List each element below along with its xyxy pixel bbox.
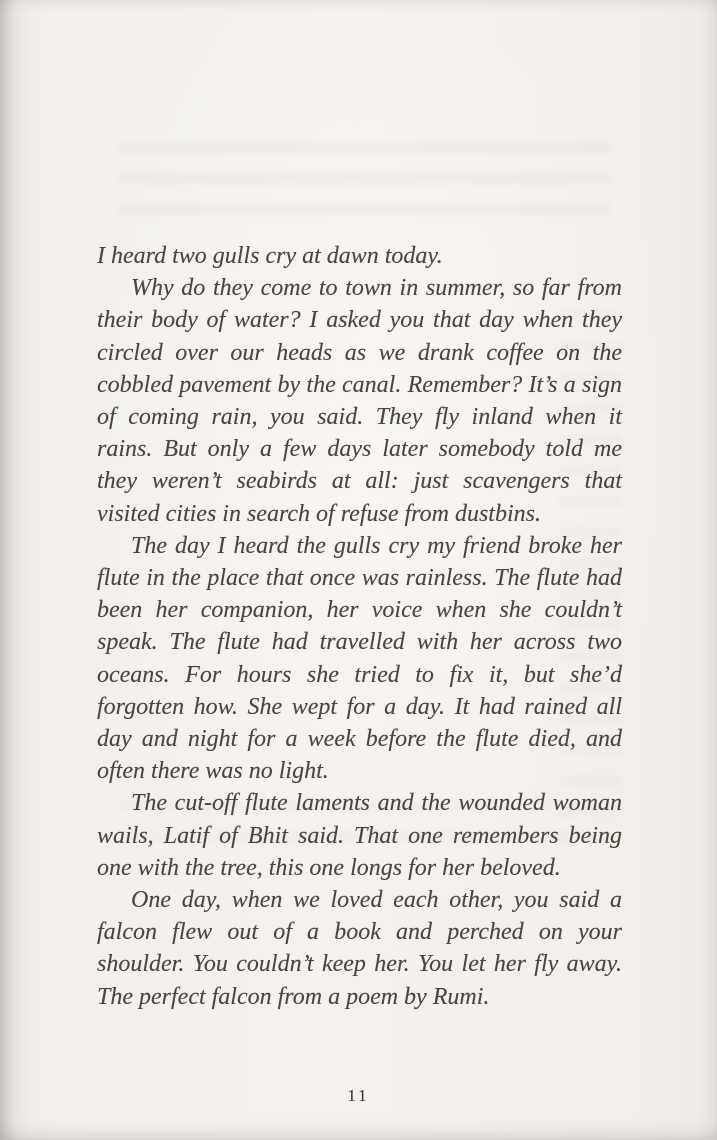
paragraph: The cut-off flute laments and the wounded woman wails, Latif of Bhit said. That one remembers being one with the tree, this one longs for her beloved. [97,790,622,881]
paragraph: One day, when we loved each other, you said a falcon flew out of a book and perched on your shoulder. You couldn’t keep her. You let her fly away. The perfect falcon from a poem by Rumi. [97,887,622,1010]
paragraph: I heard two gulls cry at dawn today. [97,243,443,269]
page-showthrough [118,132,610,232]
page-number: 11 [347,1086,370,1105]
paragraph: Why do they come to town in summer, so far from their body of water? I asked you that day when they circled over our heads as we drank coffee on the cobbled pavement by the canal. Remember? It’s a sign of coming rain, you said. They fly inland when it rains. But only a few days later somebody told me they weren’t seabirds at all: just scavengers that visited cities in search of refuse from dustbins. [97,275,622,527]
page-text-block [97,240,622,1013]
paragraph: The day I heard the gulls cry my friend broke her flute in the place that once was rainless. The flute had been her companion, her voice when she couldn’t speak. The flute had travelled with her across two oceans. For hours she tried to fix it, but she’d forgotten how. She wept for a day. It had rained all day and night for a week before the flute died, and often there was no light. [97,532,622,785]
